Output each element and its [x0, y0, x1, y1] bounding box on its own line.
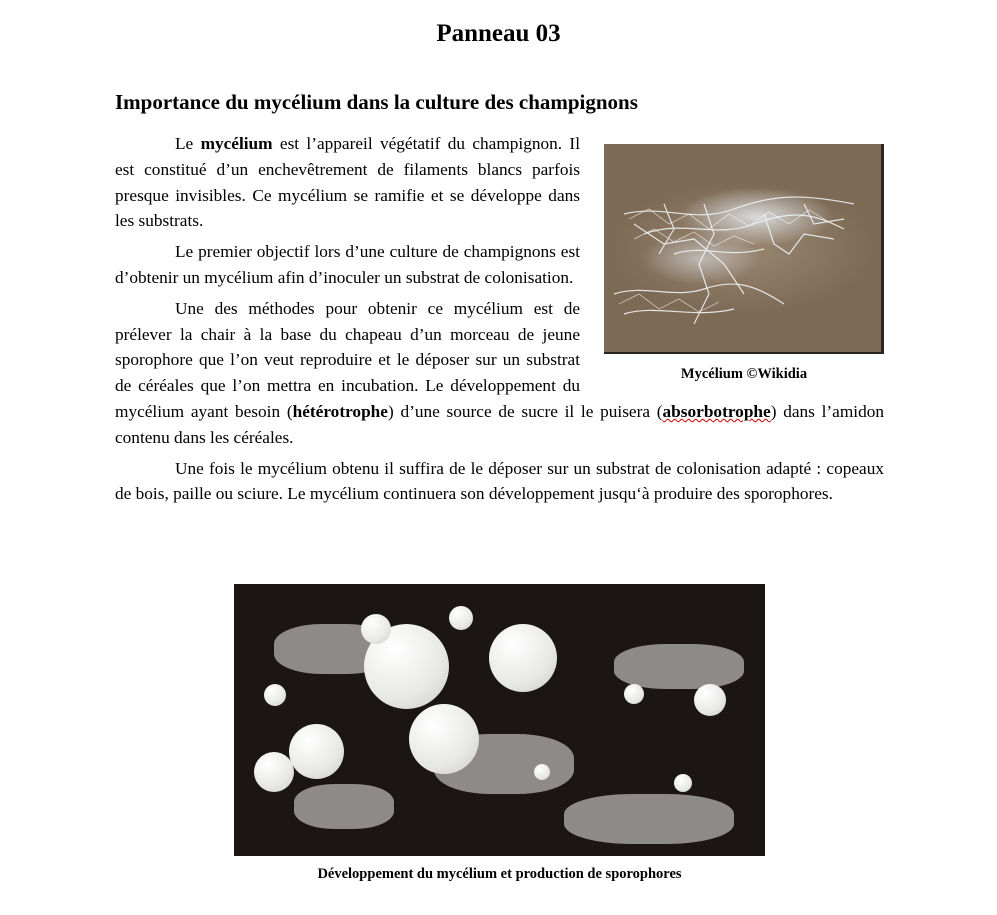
paragraph-2: Le premier objectif lors d’une culture de champignons est d’obtenir un mycélium afin d’inoculer un substrat de colonisation.: [115, 242, 580, 287]
section-heading: Importance du mycélium dans la culture des champignons: [115, 90, 638, 114]
spellcheck-underlined-word: absorbotrophe: [662, 401, 771, 421]
paragraph-4: Une fois le mycélium obtenu il suffira de le déposer sur un substrat de colonisation adapté : copeaux de bois, paille ou sciure. Le mycélium continuera son développement jusqu‘à produire des sporophores.: [115, 458, 884, 504]
mycelium-figure: [604, 144, 884, 388]
sporophores-photo: [234, 584, 765, 856]
mycelium-caption: Mycélium ©Wikidia: [680, 366, 808, 382]
paragraph-1: Le mycélium est l’appareil végétatif du champignon. Il est constitué d’un enchevêtrement de filaments blancs parfois presque invisibles. Ce mycélium se ramifie et se développe dans les substrats.: [115, 134, 580, 231]
sporophores-figure: [234, 584, 765, 883]
mycelium-photo: [604, 144, 884, 354]
sporophores-caption: Développement du mycélium et production de sporophores: [317, 866, 682, 882]
paragraph-3: Une des méthodes pour obtenir ce mycélium est de prélever la chair à la base du chapeau d’un morceau de jeune sporophore que l’on veut reproduire et le déposer sur un substrat de céréales que l’on mettra en incubation. Le développement du mycélium ayant besoin (hétérotrophe) d’une source de sucre il le puisera (absorbotrophe) dans l’amidon contenu dans les céréales.: [115, 298, 885, 447]
page-title: Panneau 03: [436, 20, 561, 47]
body-text: [115, 131, 884, 512]
